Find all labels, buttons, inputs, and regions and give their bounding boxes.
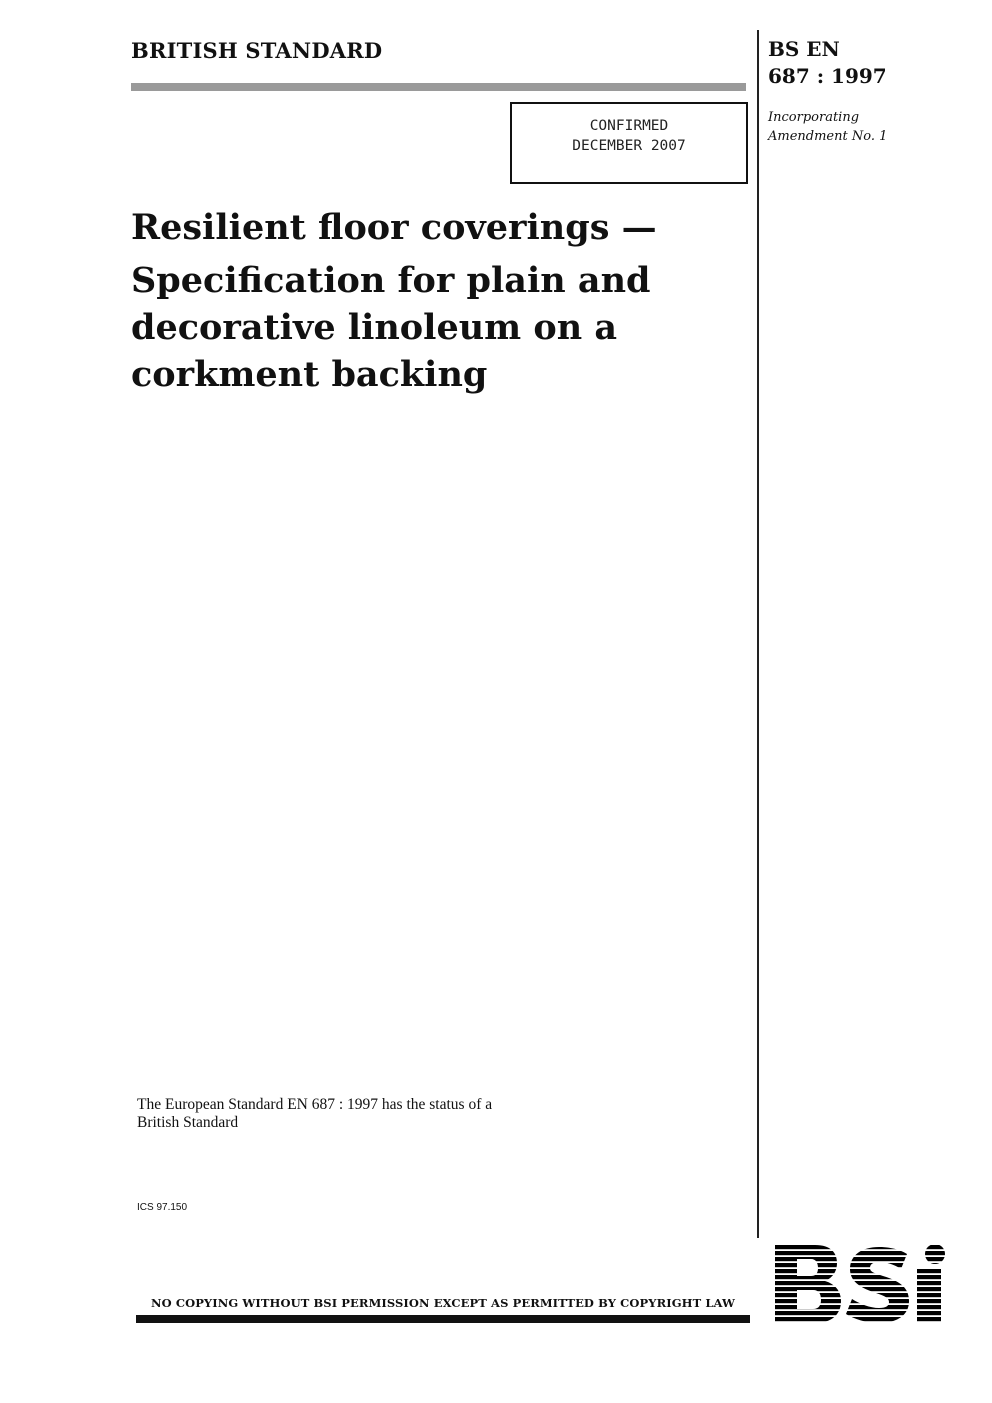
bsi-logo xyxy=(775,1245,947,1323)
title-line-3: decorative linoleum on a xyxy=(131,307,618,348)
amendment-line-2: Amendment No. 1 xyxy=(768,129,888,144)
status-statement-line-2: British Standard xyxy=(137,1114,239,1131)
confirmed-stamp xyxy=(510,102,748,184)
margin-divider xyxy=(757,30,759,1238)
copyright-notice: NO COPYING WITHOUT BSI PERMISSION EXCEPT AS PERMITTED BY COPYRIGHT LAW xyxy=(150,1296,736,1310)
header-divider xyxy=(131,83,746,91)
standard-number-line-1: BS EN xyxy=(768,37,840,61)
confirmed-stamp-line-2: DECEMBER 2007 xyxy=(572,138,686,154)
title-line-1: Resilient floor coverings — xyxy=(131,207,657,248)
footer-divider xyxy=(136,1315,750,1323)
amendment-note xyxy=(768,108,887,146)
document-title xyxy=(131,204,751,398)
standard-number xyxy=(768,36,887,90)
amendment-line-1: Incorporating xyxy=(768,110,860,125)
status-statement xyxy=(137,1096,557,1132)
title-line-4: corkment backing xyxy=(131,354,488,395)
confirmed-stamp-line-1: CONFIRMED xyxy=(589,118,669,134)
document-series-label: BRITISH STANDARD xyxy=(131,38,383,63)
status-statement-line-1: The European Standard EN 687 : 1997 has the status of a xyxy=(137,1096,493,1113)
ics-code: ICS 97.150 xyxy=(137,1202,188,1213)
title-line-2: Specification for plain and xyxy=(131,260,651,301)
standard-number-line-2: 687 : 1997 xyxy=(768,64,887,88)
